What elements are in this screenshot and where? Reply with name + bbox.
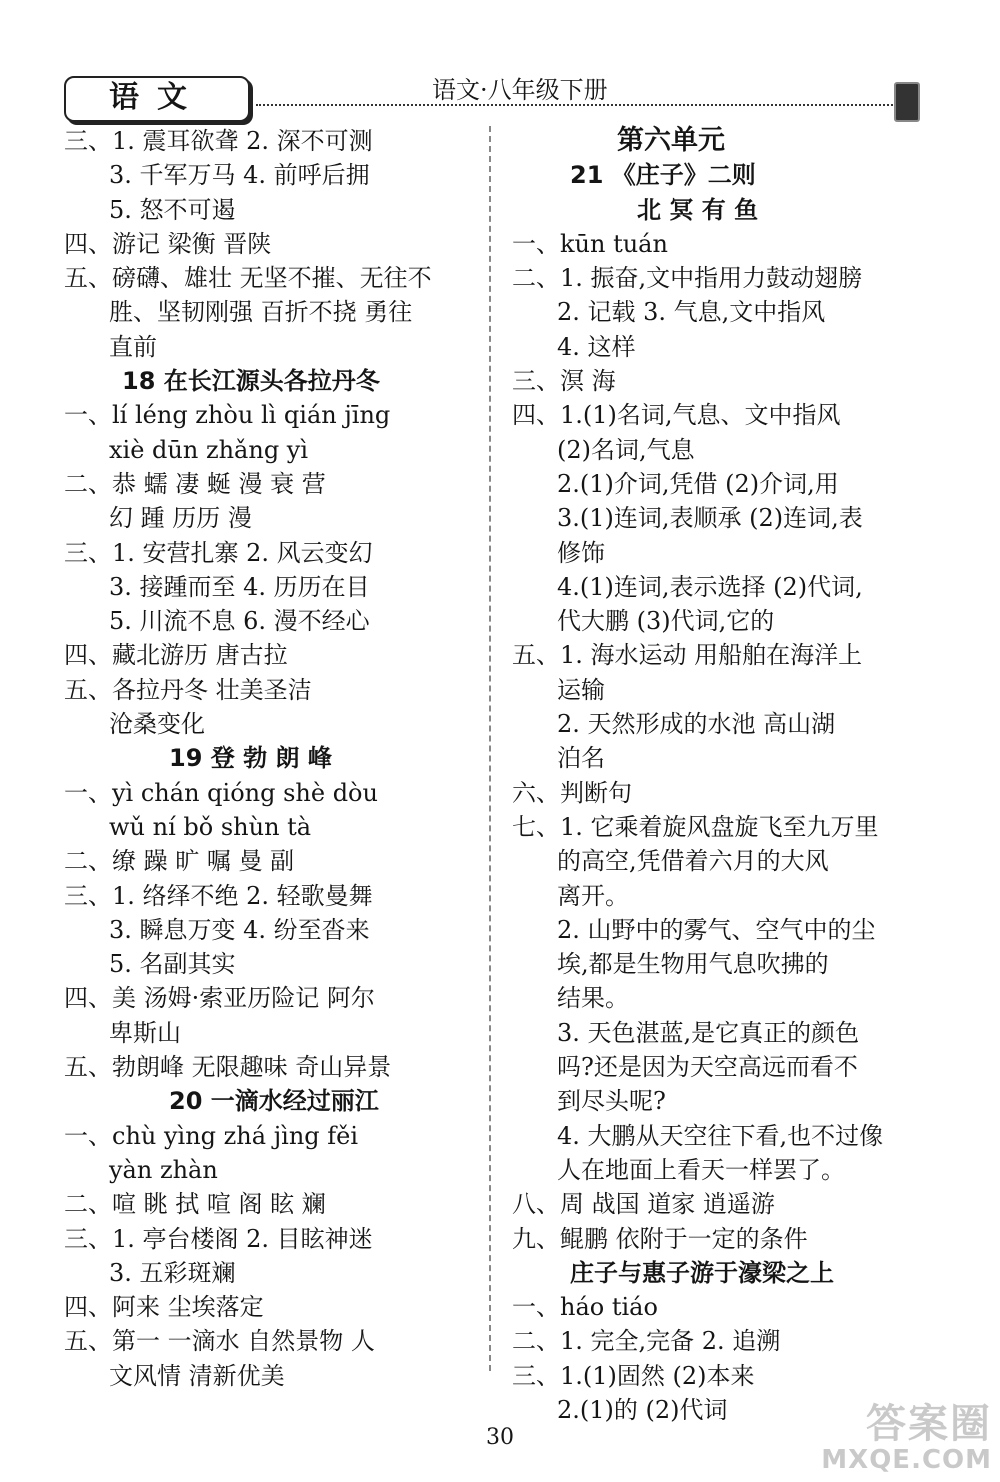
answer-line: 五、第一 一滴水 自然景物 人 <box>64 1327 375 1356</box>
answer-line: 的高空,凭借着六月的大风 <box>557 847 829 876</box>
answer-line: 一、kūn tuán <box>512 229 668 258</box>
answer-line: 泊名 <box>557 744 605 773</box>
answer-line: 七、1. 它乘着旋风盘旋飞至九万里 <box>512 812 879 841</box>
answer-line: 3. 接踵而至 4. 历历在目 <box>109 572 370 601</box>
answer-line: 四、藏北游历 唐古拉 <box>64 641 288 670</box>
answer-line: 3. 天色湛蓝,是它真正的颜色 <box>557 1018 860 1047</box>
answer-line: 五、各拉丹冬 壮美圣洁 <box>64 675 312 704</box>
watermark-text: 答案圈 <box>866 1401 992 1447</box>
answer-line: 幻 踵 历历 漫 <box>109 504 252 533</box>
answer-line: 三、1. 络绎不绝 2. 轻歌曼舞 <box>64 881 373 910</box>
answer-line: 三、1. 震耳欲聋 2. 深不可测 <box>64 127 373 155</box>
answer-line: 到尽头呢? <box>557 1087 666 1116</box>
section-heading: 18 在长江源头各拉丹冬 <box>122 367 380 396</box>
answer-line: 卑斯山 <box>109 1018 181 1047</box>
answer-line: 3.(1)连词,表顺承 (2)连词,表 <box>557 504 863 533</box>
answer-line: 四、美 汤姆·索亚历险记 阿尔 <box>64 984 375 1013</box>
answer-line: 5. 川流不息 6. 漫不经心 <box>109 607 370 636</box>
answer-line: 离开。 <box>557 881 629 910</box>
answer-line: 五、1. 海水运动 用船舶在海洋上 <box>512 641 863 670</box>
answer-line: 2.(1)介词,凭借 (2)介词,用 <box>557 469 839 498</box>
column-divider <box>489 126 491 1371</box>
right-answer-column <box>512 124 932 1427</box>
page-number: 30 <box>486 1425 514 1450</box>
section-heading: 20 一滴水经过丽江 <box>169 1087 379 1116</box>
answer-line: 五、磅礴、雄壮 无坚不摧、无往不 <box>64 264 432 293</box>
answer-line: 四、游记 梁衡 晋陕 <box>64 229 272 258</box>
answer-line: 埃,都是生物用气息吹拂的 <box>557 950 829 979</box>
answer-line: 一、lí léng zhòu lì qián jīng <box>64 401 391 430</box>
answer-line: 2. 天然形成的水池 高山湖 <box>557 710 836 739</box>
answer-line: 二、1. 完全,完备 2. 追溯 <box>512 1327 781 1356</box>
answer-line: 2. 记载 3. 气息,文中指风 <box>557 298 826 327</box>
answer-line: 二、恭 蠕 凄 蜒 漫 衰 营 <box>64 469 326 498</box>
answer-line: 5. 怒不可遏 <box>109 195 236 224</box>
answer-line: 2.(1)的 (2)代词 <box>557 1395 728 1424</box>
answer-line: 4.(1)连词,表示选择 (2)代词, <box>557 572 863 601</box>
answer-line: 文风情 清新优美 <box>109 1361 285 1390</box>
answer-line: 直前 <box>109 332 157 361</box>
answer-line: 4. 这样 <box>557 332 636 361</box>
answer-line: 二、1. 振奋,文中指用力鼓动翅膀 <box>512 264 863 293</box>
answer-line: 一、háo tiáo <box>512 1293 658 1322</box>
answer-line: 二、缭 躁 旷 嘱 曼 副 <box>64 847 295 876</box>
left-answer-column <box>64 124 484 1393</box>
answer-line: 三、1. 亭台楼阁 2. 目眩神迷 <box>64 1224 373 1253</box>
answer-line: wǔ ní bǒ shùn tà <box>109 812 312 841</box>
answer-line: 结果。 <box>557 984 629 1013</box>
answer-line: 人在地面上看天一样罢了。 <box>557 1155 845 1184</box>
answer-line: 六、判断句 <box>512 778 632 807</box>
answer-line: 四、1.(1)名词,气息、文中指风 <box>512 401 841 430</box>
watermark-logo <box>802 1402 992 1474</box>
answer-line: 三、1.(1)固然 (2)本来 <box>512 1361 755 1390</box>
answer-line: 代大鹏 (3)代词,它的 <box>557 607 775 636</box>
subject-badge: 语文 <box>64 76 250 122</box>
answer-line: xiè dūn zhǎng yì <box>109 435 309 464</box>
answer-line: 3. 千军万马 4. 前呼后拥 <box>109 161 370 190</box>
answer-line: 运输 <box>557 675 605 704</box>
answer-line: 九、鲲鹏 依附于一定的条件 <box>512 1224 808 1253</box>
answer-line: 一、yì chán qióng shè dòu <box>64 778 378 807</box>
watermark-url: MXQE.COM <box>821 1445 992 1475</box>
answer-line: 八、周 战国 道家 逍遥游 <box>512 1190 775 1219</box>
page-header <box>60 70 920 120</box>
answer-line: 吗?还是因为天空高远而看不 <box>557 1053 858 1082</box>
answer-line: 三、1. 安营扎寨 2. 风云变幻 <box>64 538 373 567</box>
corner-mark-icon <box>894 82 920 122</box>
answer-line: 一、chù yìng zhá jìng fěi <box>64 1121 359 1150</box>
answer-line: 二、喧 眺 拭 喧 阁 眩 斓 <box>64 1190 326 1219</box>
answer-line: 胜、坚韧刚强 百折不挠 勇往 <box>109 298 413 327</box>
answer-line: 5. 名副其实 <box>109 950 236 979</box>
answer-line: 修饰 <box>557 538 605 567</box>
answer-line: 2. 山野中的雾气、空气中的尘 <box>557 915 876 944</box>
book-title: 语文·八年级下册 <box>432 76 608 104</box>
answer-line: 3. 瞬息万变 4. 纷至沓来 <box>109 915 370 944</box>
answer-line: 4. 大鹏从天空往下看,也不过像 <box>557 1121 884 1150</box>
answer-line: 沧桑变化 <box>109 710 205 739</box>
answer-line: 3. 五彩斑斓 <box>109 1258 236 1287</box>
section-heading: 庄子与惠子游于濠梁之上 <box>570 1258 834 1287</box>
section-heading: 北 冥 有 鱼 <box>637 195 759 224</box>
answer-line: 三、溟 海 <box>512 367 616 396</box>
answer-line: 五、勃朗峰 无限趣味 奇山异景 <box>64 1053 392 1082</box>
answer-line: (2)名词,气息 <box>557 435 695 464</box>
section-heading: 19 登 勃 朗 峰 <box>169 744 332 773</box>
answer-line: 四、阿来 尘埃落定 <box>64 1293 264 1322</box>
section-heading: 第六单元 <box>617 125 725 156</box>
answer-line: yàn zhàn <box>109 1155 218 1184</box>
section-heading: 21 《庄子》二则 <box>570 161 756 190</box>
